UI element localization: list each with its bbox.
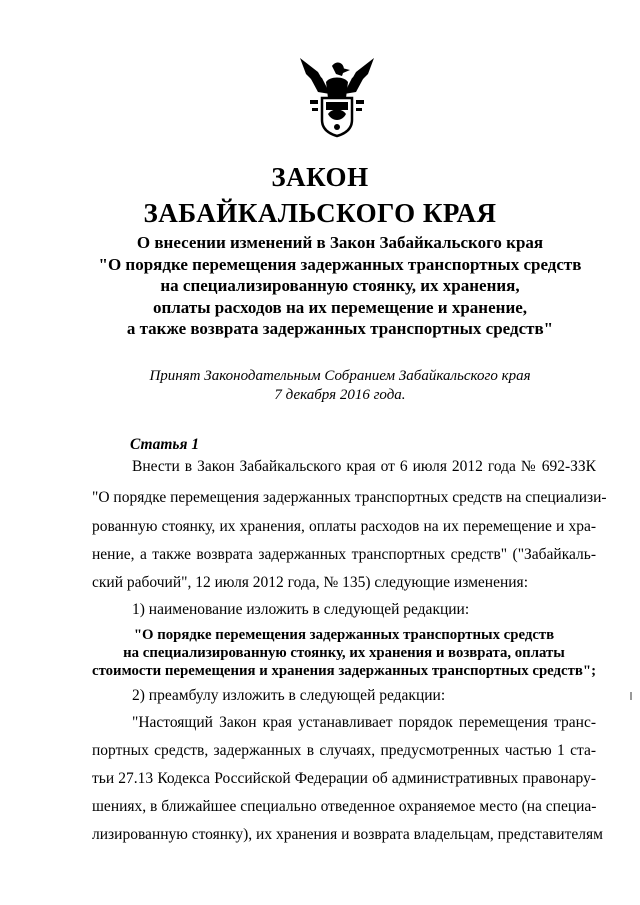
body-line: ский рабочий", 12 июля 2012 года, № 135) следующие изменения: [92,574,528,591]
article-body [92,0,607,905]
body-line: "Настоящий Закон края устанавливает порядок перемещения транс- [132,714,596,731]
body-line: тьи 27.13 Кодекса Российской Федерации об административных правонару- [92,770,596,787]
quoted-title-line: "О порядке перемещения задержанных транспортных средств [133,627,555,643]
law-title-line1: ЗАКОН [271,162,369,192]
subtitle-line: а также возврата задержанных транспортных средств" [126,319,554,338]
body-line: рованную стоянку, их хранения, оплаты расходов на их перемещение и хра- [92,518,596,535]
subtitle-line: на специализированную стоянку, их хранения, [160,276,520,295]
body-line: Внести в Закон Забайкальского края от 6 июля 2012 года № 692-ЗЗК [132,458,596,475]
quoted-title-line: на специализированную стоянку, их хранения и возврата, оплаты [123,645,565,661]
body-line: нение, а также возврата задержанных транспортных средств" ("Забайкаль- [92,546,596,563]
scan-speck [630,692,632,700]
adoption-line: Принят Законодательным Собранием Забайкальского края [149,368,531,384]
subtitle-line: О внесении изменений в Закон Забайкальского края [136,233,544,252]
body-line: "О порядке перемещения задержанных транспортных средств на специализи- [92,489,607,506]
body-line: портных средств, задержанных в случаях, предусмотренных частью 1 ста- [92,742,596,759]
body-line: 2) преамбулу изложить в следующей редакции: [132,687,446,704]
article-heading: Статья 1 [130,436,200,453]
body-line: 1) наименование изложить в следующей редакции: [132,601,470,618]
body-line: лизированную стоянку), их хранения и возврата владельцам, представителям [92,826,603,843]
subtitle-line: "О порядке перемещения задержанных транспортных средств [98,254,582,274]
law-title-line2: ЗАБАЙКАЛЬСКОГО КРАЯ [143,198,497,228]
adoption-date: 7 декабря 2016 года. [274,387,406,403]
quoted-title-line: стоимости перемещения и хранения задержанных транспортных средств"; [92,663,597,679]
subtitle-line: оплаты расходов на их перемещение и хранение, [152,297,528,317]
body-line: шениях, в ближайшее специально отведенное охраняемое место (на специа- [92,798,597,815]
